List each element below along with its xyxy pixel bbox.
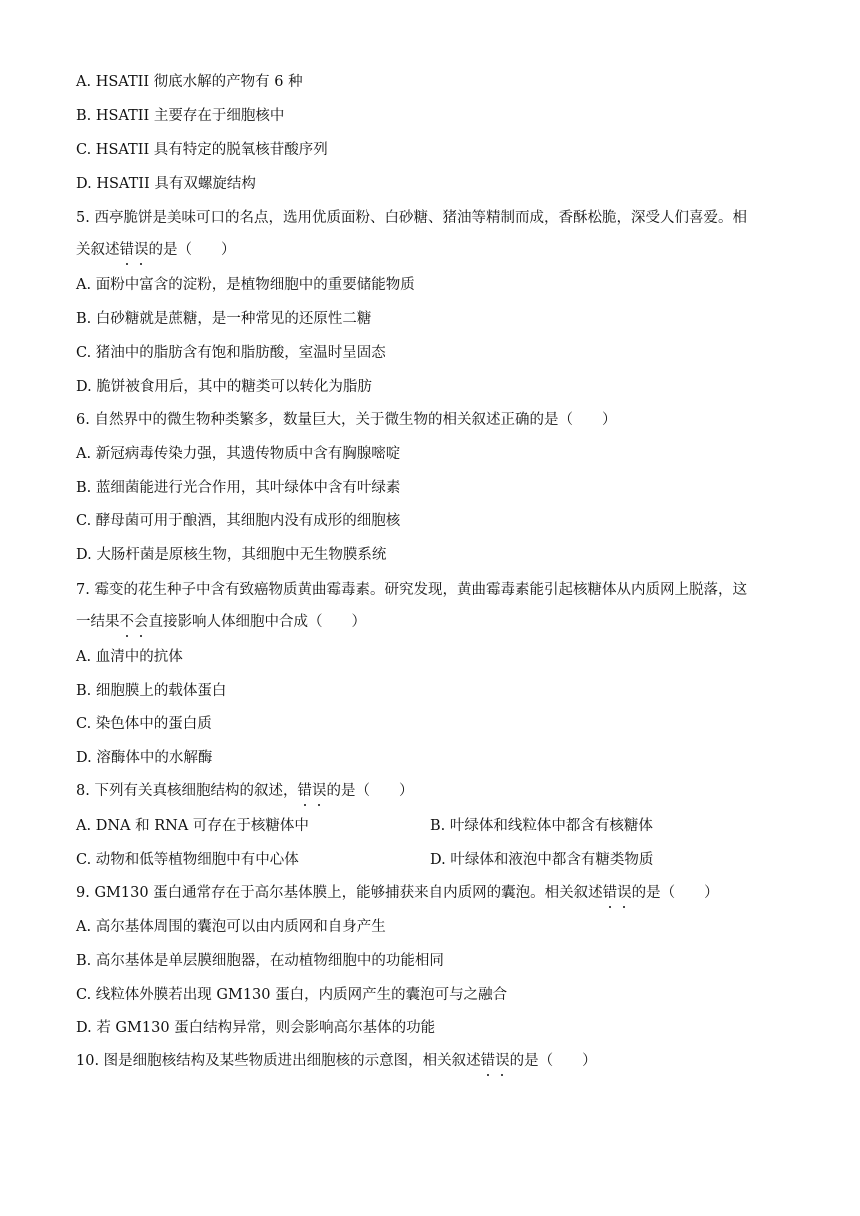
emphasis-char: 错: [602, 885, 618, 901]
q10-stem: 10. 图是细胞核结构及某些物质进出细胞核的示意图，相关叙述错误的是（ ）: [76, 1053, 597, 1069]
q7-option-c: C. 染色体中的蛋白质: [76, 716, 212, 732]
q8-option-a: A. DNA 和 RNA 可存在于核糖体中: [76, 818, 309, 834]
q8-option-b: B. 叶绿体和线粒体中都含有核糖体: [430, 818, 653, 834]
emphasis-char: 误: [495, 1053, 510, 1069]
q7-stem-line2: 一结果不会直接影响人体细胞中合成（ ）: [76, 614, 366, 630]
q8-option-d: D. 叶绿体和液泡中都含有糖类物质: [430, 852, 654, 868]
q5-option-a: A. 面粉中富含的淀粉，是植物细胞中的重要储能物质: [76, 277, 415, 293]
q6-option-c: C. 酵母菌可用于酿酒，其细胞内没有成形的细胞核: [76, 513, 401, 529]
q5-stem-line2: 关叙述错误的是（ ）: [76, 242, 236, 258]
q5-option-b: B. 白砂糖就是蔗糖，是一种常见的还原性二糖: [76, 311, 372, 327]
q7-stem-line1: 7. 霉变的花生种子中含有致癌物质黄曲霉毒素。研究发现，黄曲霉毒素能引起核糖体从内质网上脱落，这: [76, 582, 747, 598]
q5-option-c: C. 猪油中的脂肪含有饱和脂肪酸，室温时呈固态: [76, 345, 386, 361]
emphasis-char: 错: [480, 1053, 496, 1069]
q4-option-d: D. HSATII 具有双螺旋结构: [76, 176, 256, 192]
emphasis-char: 误: [311, 783, 327, 799]
q4-option-c: C. HSATII 具有特定的脱氧核苷酸序列: [76, 142, 328, 158]
q9-option-d: D. 若 GM130 蛋白结构异常，则会影响高尔基体的功能: [76, 1020, 436, 1036]
q9-option-b: B. 高尔基体是单层膜细胞器，在动植物细胞中的功能相同: [76, 953, 444, 969]
emphasis-char: 错: [119, 242, 134, 258]
q7-option-a: A. 血清中的抗体: [76, 649, 183, 665]
q4-option-b: B. HSATII 主要存在于细胞核中: [76, 108, 285, 124]
q5-option-d: D. 脆饼被食用后，其中的糖类可以转化为脂肪: [76, 379, 372, 395]
emphasis-char: 误: [134, 242, 149, 258]
q8-option-c: C. 动物和低等植物细胞中有中心体: [76, 852, 299, 868]
q6-option-d: D. 大肠杆菌是原核生物，其细胞中无生物膜系统: [76, 547, 387, 563]
q9-option-c: C. 线粒体外膜若出现 GM130 蛋白，内质网产生的囊泡可与之融合: [76, 987, 508, 1003]
q9-stem: 9. GM130 蛋白通常存在于高尔基体膜上，能够捕获来自内质网的囊泡。相关叙述错误的是（ ）: [76, 885, 719, 901]
emphasis-char: 错: [297, 783, 312, 799]
emphasis-char: 误: [617, 885, 632, 901]
q4-option-a: A. HSATII 彻底水解的产物有 6 种: [76, 74, 303, 90]
q6-option-a: A. 新冠病毒传染力强，其遗传物质中含有胸腺嘧啶: [76, 446, 401, 462]
q6-stem: 6. 自然界中的微生物种类繁多，数量巨大，关于微生物的相关叙述正确的是（ ）: [76, 412, 617, 428]
emphasis-char: 会: [134, 614, 149, 630]
q9-option-a: A. 高尔基体周围的囊泡可以由内质网和自身产生: [76, 919, 386, 935]
emphasis-char: 不: [119, 614, 134, 630]
q7-option-b: B. 细胞膜上的载体蛋白: [76, 683, 227, 699]
q5-stem-line1: 5. 西亭脆饼是美味可口的名点，选用优质面粉、白砂糖、猪油等精制而成，香酥松脆，深受人们喜爱。相: [76, 210, 747, 226]
q8-stem: 8. 下列有关真核细胞结构的叙述，错误的是（ ）: [76, 783, 414, 799]
q7-option-d: D. 溶酶体中的水解酶: [76, 750, 213, 766]
q6-option-b: B. 蓝细菌能进行光合作用，其叶绿体中含有叶绿素: [76, 480, 401, 496]
